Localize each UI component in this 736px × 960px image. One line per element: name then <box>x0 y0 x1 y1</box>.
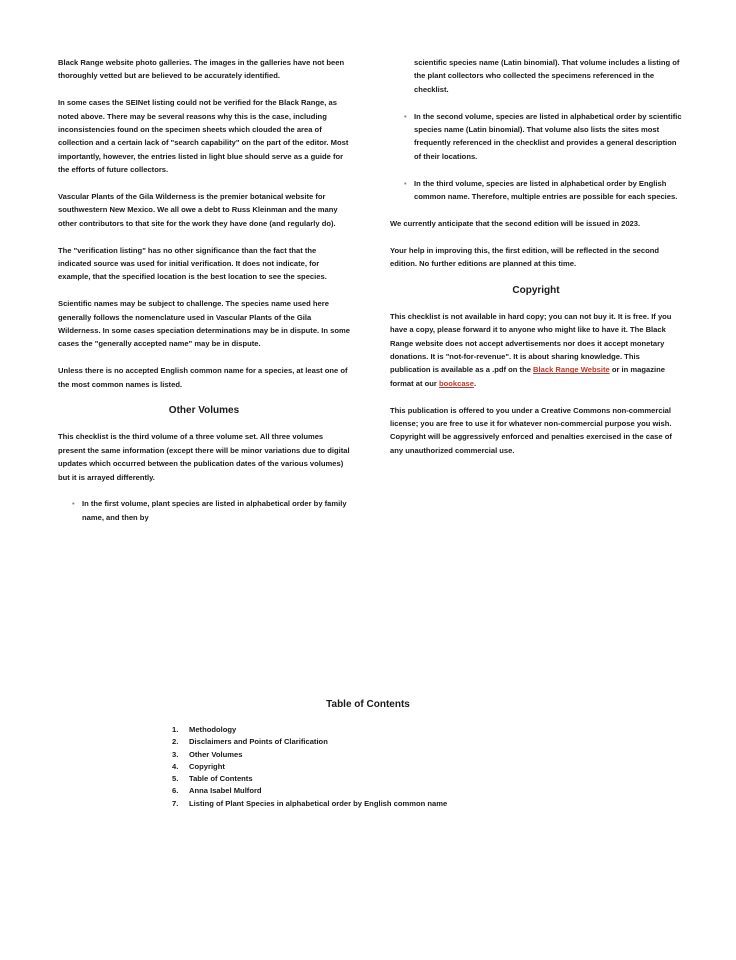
paragraph-other-volumes: This checklist is the third volume of a three volume set. All three volumes present the same information (except there will be minor variations due to digital updates which occurred between the publication dates of the various volumes) but it is arrayed differently. <box>58 432 350 482</box>
paragraph-photo-galleries: Black Range website photo galleries. The images in the galleries have not been thoroughly vetted but are believed to be accurately identified. <box>58 58 345 81</box>
volumes-list-cont <box>390 56 682 203</box>
paragraph-vascular-plants: Vascular Plants of the Gila Wilderness is the premier botanical website for southwestern New Mexico. We all owe a debt to Russ Kleinman and the many other contributors to that site for the work they have done (and regularly do). <box>58 192 338 228</box>
left-column <box>58 56 350 538</box>
toc-item-label: Anna Isabel Mulford <box>189 786 262 796</box>
toc-item-number: 5. <box>172 774 179 784</box>
toc-item <box>172 749 447 761</box>
copyright-text: This checklist is not available in hard copy; you can not buy it. It is free. If you have a copy, please forward it to anyone who might like to have it. The Black Range website does not accept advertisements nor does it accept monetary donations. It is "not-for-revenue". It is about sharing knowledge. This publication is available as a .pdf on the <box>390 311 672 375</box>
toc-item <box>172 724 447 736</box>
paragraph-seinet: In some cases the SEINet listing could not be verified for the Black Range, as noted above. There may be several reasons why this is the case, including inconsistencies found on the specimen sheets which clouded the area of collection and a certain lack of "search capability" on the part of the editor. Most importantly, however, the entries listed in light blue should serve as a guide for the efforts of future collectors. <box>58 98 349 175</box>
toc-item-number: 3. <box>172 749 179 759</box>
toc-item-number: 4. <box>172 761 179 771</box>
paragraph-copyright-availability <box>390 310 682 390</box>
list-item-continued: scientific species name (Latin binomial). That volume includes a listing of the plant collectors who collected the specimens referenced in the checklist. <box>414 58 680 94</box>
right-column <box>390 56 682 471</box>
toc-item <box>172 761 447 773</box>
toc-item-label: Table of Contents <box>189 774 253 784</box>
black-range-website-link[interactable]: Black Range Website <box>533 365 610 375</box>
list-item: • In the second volume, species are listed in alphabetical order by scientific species name (Latin binomial). That volume also lists the sites most frequently referenced in the checklist and provides a general description of their locations. <box>414 110 682 164</box>
copyright-text: or in magazine format at our <box>390 365 665 388</box>
toc-item-number: 7. <box>172 798 179 808</box>
paragraph-help: Your help in improving this, the first edition, will be reflected in the second edition. No further editions are planned at this time. <box>390 245 660 269</box>
list-item: • In the third volume, species are listed in alphabetical order by English common name. Therefore, multiple entries are possible for each species. <box>414 177 682 204</box>
table-of-contents <box>0 698 736 808</box>
toc-item <box>172 785 447 797</box>
bookcase-link[interactable]: bookcase <box>438 378 474 388</box>
toc-item <box>172 736 447 748</box>
toc-item <box>172 773 447 785</box>
toc-item-number: 1. <box>172 725 179 734</box>
volumes-list <box>58 497 350 524</box>
copyright-heading: Copyright <box>512 284 560 296</box>
paragraph-edition: We currently anticipate that the second edition will be issued in 2023. <box>390 218 641 228</box>
list-item <box>414 56 682 96</box>
toc-list <box>172 724 447 810</box>
other-volumes-heading: Other Volumes <box>168 405 240 417</box>
copyright-text: . <box>474 378 477 388</box>
toc-item-label: Copyright <box>189 761 225 771</box>
paragraph-scientific-names: Scientific names may be subject to challenge. The species name used here generally follows the nomenclature used in Vascular Plants of the Gila Wilderness. In some cases speciation determinations may be in dispute. In some cases the "generally accepted name" may be in dispute. <box>58 299 350 349</box>
toc-item <box>172 798 447 810</box>
list-item: • In the first volume, plant species are listed in alphabetical order by family name, and then by <box>82 497 350 524</box>
toc-item-label: Other Volumes <box>189 749 243 759</box>
toc-heading: Table of Contents <box>326 699 410 710</box>
toc-item-number: 2. <box>172 737 179 747</box>
paragraph-creative-commons: This publication is offered to you under a Creative Commons non-commercial license; you are free to use it for whatever non-commercial purpose you wish. Copyright will be aggressively enforced and penalties exercised in the case of any unauthorized commercial use. <box>390 405 672 455</box>
toc-item-label: Listing of Plant Species in alphabetical order by English common name <box>189 798 448 808</box>
paragraph-common-names: Unless there is no accepted English common name for a species, at least one of the most common names is listed. <box>58 366 348 389</box>
toc-item-label: Methodology <box>189 725 237 734</box>
paragraph-verification: The "verification listing" has no other significance than the fact that the indicated source was used for initial verification. It does not indicate, for example, that the specified location is the best location to see the species. <box>58 245 327 282</box>
toc-item-label: Disclaimers and Points of Clarification <box>189 737 328 747</box>
toc-item-number: 6. <box>172 786 179 796</box>
